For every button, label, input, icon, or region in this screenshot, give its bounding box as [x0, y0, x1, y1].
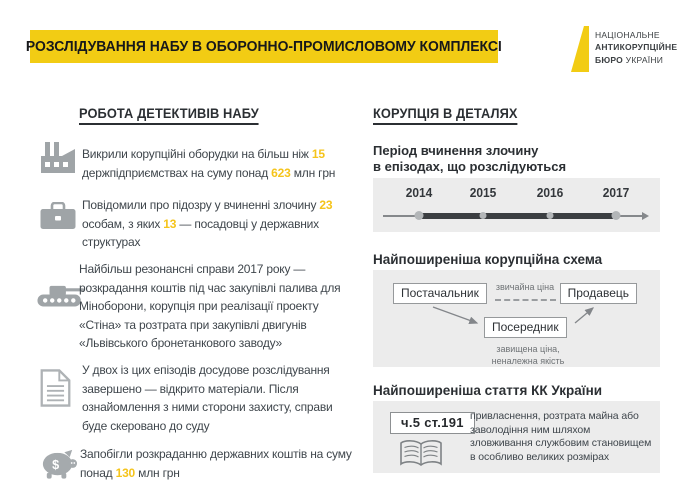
nabu-logo-text: [595, 29, 677, 66]
right-column-header-wrap: [373, 105, 525, 125]
article-code-badge: ч.5 ст.191: [390, 412, 475, 434]
logo-line-1: НАЦІОНАЛЬНЕ: [595, 30, 660, 40]
tank-icon: [37, 281, 79, 353]
nabu-logo: [571, 26, 677, 72]
svg-text:$: $: [52, 457, 60, 472]
document-icon: [40, 369, 82, 435]
item-text: Найбільш резонансні справи 2017 року — розкрадання коштів під час закупівлі палива для Міноборони, корупція при реалізації проекту «Стіна» та розтрата при закупівлі двигунів «Львівського бронетанкового заводу»: [79, 262, 341, 350]
logo-line-3: БЮРО УКРАЇНИ: [595, 54, 664, 65]
list-item: [40, 145, 354, 182]
timeline-dot: [612, 211, 621, 220]
left-column-header-wrap: [79, 105, 268, 125]
list-item: [40, 445, 354, 485]
item-text: Викрили корупційні оборудки на більш ніж 15 держпідприємствах на суму понад 623 млн грн: [82, 147, 336, 180]
normal-price-dashed-line: [495, 299, 556, 301]
item-text: Повідомили про підозру у вчиненні злочину 23 особам, з яких 13 — посадовці у державних структурах: [82, 198, 333, 249]
timeline-dot: [415, 211, 424, 220]
inflated-price-label: завищена ціна, неналежна якість: [491, 344, 565, 367]
year-label: 2017: [602, 185, 630, 200]
article-title: Найпоширеніша стаття КК України: [373, 383, 603, 398]
scheme-title: Найпоширеніша корупційна схема: [373, 252, 603, 267]
piggy-bank-icon: [38, 447, 80, 485]
seller-node: Продавець: [560, 283, 637, 304]
timeline-panel: [373, 178, 660, 232]
right-section-title: КОРУПЦІЯ В ДЕТАЛЯХ: [373, 106, 518, 125]
open-book-icon: [398, 439, 444, 474]
nabu-sail-icon: [571, 26, 589, 72]
timeline-bar: [419, 213, 616, 219]
middleman-node: Посередник: [484, 317, 567, 338]
title-banner: [26, 30, 502, 63]
supplier-node: Постачальник: [393, 283, 487, 304]
list-item: [40, 361, 354, 435]
timeline-dot: [547, 212, 554, 219]
logo-line-2: АНТИКОРУПЦІЙНЕ: [595, 42, 678, 53]
timeline-title: Період вчинення злочину в епізодах, що розслідуються: [373, 143, 567, 174]
list-item: [40, 196, 354, 252]
item-text: У двох із цих епізодів досудове розслідування завершено — відкрито матеріали. Після ознайомлення з ними сторони захисту, справи буде скеровано до суду: [82, 363, 333, 433]
factory-icon: [40, 142, 82, 182]
year-label: 2014: [405, 185, 433, 200]
year-label: 2016: [536, 185, 564, 200]
year-label: 2015: [469, 185, 497, 200]
briefcase-icon: [40, 202, 82, 252]
article-description: привласнення, розтрата майна або заволодіння ним шляхом зловживання службовим становищем в особливо великих розмірах: [470, 410, 652, 463]
list-item: [40, 260, 354, 353]
left-section-title: РОБОТА ДЕТЕКТИВІВ НАБУ: [79, 106, 259, 125]
article-panel: [373, 401, 660, 473]
normal-price-label: звичайна ціна: [495, 282, 555, 292]
timeline-dot: [480, 212, 487, 219]
page-title: РОЗСЛІДУВАННЯ НАБУ В ОБОРОННО-ПРОМИСЛОВОМУ КОМПЛЕКСІ: [26, 38, 502, 55]
scheme-panel: [373, 270, 660, 367]
item-text: Запобігли розкраданню державних коштів на суму понад 130 млн грн: [80, 447, 352, 480]
